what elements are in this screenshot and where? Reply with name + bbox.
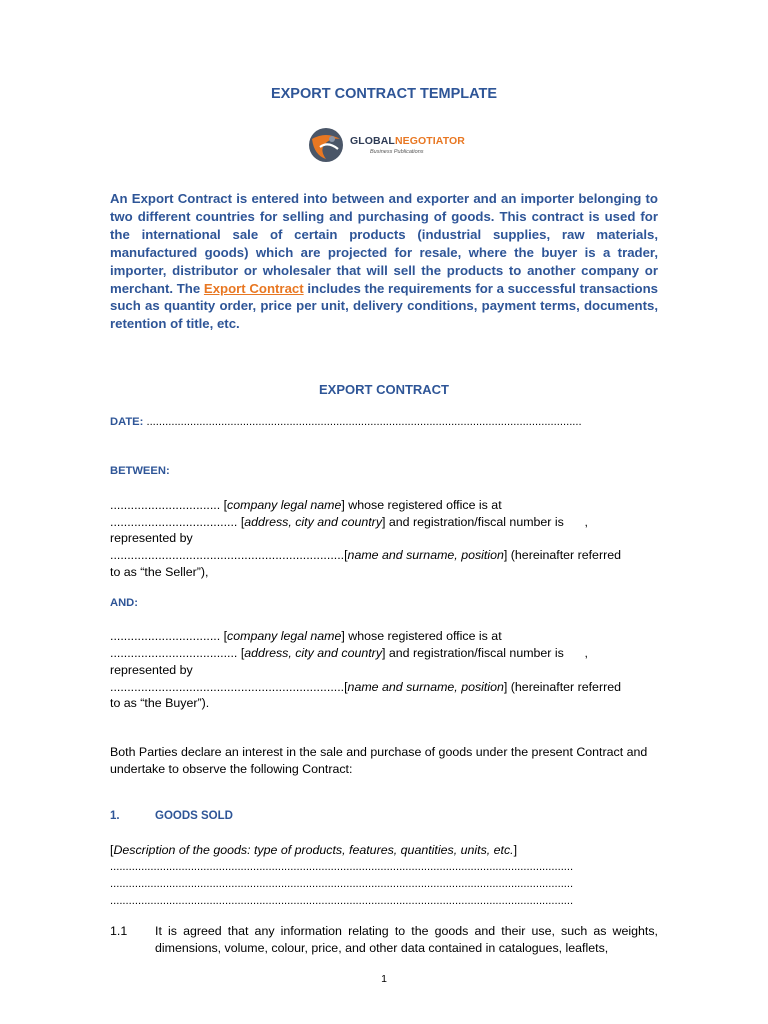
buyer-name-hint: name and surname, position [347, 680, 504, 694]
global-negotiator-logo [306, 125, 466, 165]
seller-company-text: ] whose registered office is at [341, 498, 502, 512]
between-label: BETWEEN: [110, 465, 170, 477]
section-1-number: 1. [110, 810, 120, 822]
section-1-title: GOODS SOLD [155, 810, 233, 822]
buyer-address-hint: address, city and country [244, 646, 383, 660]
buyer-address-line [110, 645, 658, 662]
and-label: AND: [110, 597, 138, 609]
export-contract-link[interactable]: Export Contract [203, 280, 304, 296]
seller-name-text: ] (hereinafter referred [503, 548, 621, 562]
clause-1-1-text: It is agreed that any information relating to the goods and their use, such as weights, dimensions, volume, colour, price, and other data contained in catalogues, leaflets, [155, 924, 658, 955]
buyer-company-field: ................................ [ [110, 629, 228, 643]
document-title: EXPORT CONTRACT TEMPLATE [270, 86, 498, 102]
buyer-name-line [110, 679, 658, 696]
seller-alias-line: to as “the Seller”), [110, 565, 209, 579]
seller-address-text: ] and registration/fiscal number is , [382, 515, 588, 529]
section-heading: EXPORT CONTRACT [319, 382, 449, 397]
buyer-address-text: ] and registration/fiscal number is , [382, 646, 588, 660]
seller-address-hint: address, city and country [244, 515, 383, 529]
buyer-represented-line: represented by [110, 663, 193, 677]
seller-company-field: ................................ [ [110, 498, 228, 512]
goods-description-hint: Description of the goods: type of products, features, quantities, units, etc. [113, 843, 514, 857]
globe-logo-icon [306, 125, 346, 165]
intro-paragraph [110, 190, 658, 333]
intro-text-before: An Export Contract is entered into between and exporter and an importer belonging to two different countries for selling and purchasing of goods. This contract is used for the international sale of certain products (industrial supplies, raw materials, manufactured goods) which are projected for resale, where the buyer is a trader, importer, distributor or wholesaler that will sell the products to another company or merchant. The [110, 191, 658, 296]
buyer-name-text: ] (hereinafter referred [503, 680, 621, 694]
seller-company-line [110, 497, 658, 514]
buyer-company-text: ] whose registered office is at [341, 629, 502, 643]
buyer-name-field: ....................................................................[ [110, 680, 348, 694]
seller-name-line [110, 547, 658, 564]
date-field: ............................................................................................................................................ [143, 416, 582, 428]
goods-dotline-1: ..................................................................................................................................................... [110, 861, 574, 873]
buyer-alias-line: to as “the Buyer”). [110, 696, 210, 710]
buyer-company-line [110, 628, 658, 645]
seller-address-field: ..................................... [ [110, 515, 245, 529]
goods-desc-close: ] [513, 843, 518, 857]
goods-dotline-3: ..................................................................................................................................................... [110, 895, 574, 907]
date-label: DATE: [110, 416, 144, 428]
seller-name-hint: name and surname, position [347, 548, 504, 562]
seller-name-field: ....................................................................[ [110, 548, 348, 562]
seller-address-line [110, 514, 658, 531]
goods-desc-open: [ [110, 843, 114, 857]
logo-tagline: Business Publications [370, 149, 424, 155]
goods-description-line [110, 842, 658, 859]
page-number: 1 [381, 973, 387, 985]
declaration-paragraph: Both Parties declare an interest in the sale and purchase of goods under the present Contract and undertake to observe the following Contract: [110, 745, 648, 776]
logo-wordmark [350, 135, 465, 147]
logo-word-global: GLOBAL [350, 135, 395, 147]
date-line [110, 416, 582, 428]
clause-1-1-number: 1.1 [110, 924, 128, 938]
intro-text-after: includes the requirements for a successful transactions such as quantity order, price per unit, delivery conditions, payment terms, documents, retention of title, etc. [110, 280, 658, 332]
buyer-address-field: ..................................... [ [110, 646, 245, 660]
logo-word-negotiator: NEGOTIATOR [394, 135, 465, 147]
seller-represented-line: represented by [110, 531, 193, 545]
buyer-company-hint: company legal name [227, 629, 342, 643]
goods-dotline-2: ..................................................................................................................................................... [110, 878, 574, 890]
seller-company-hint: company legal name [227, 498, 342, 512]
